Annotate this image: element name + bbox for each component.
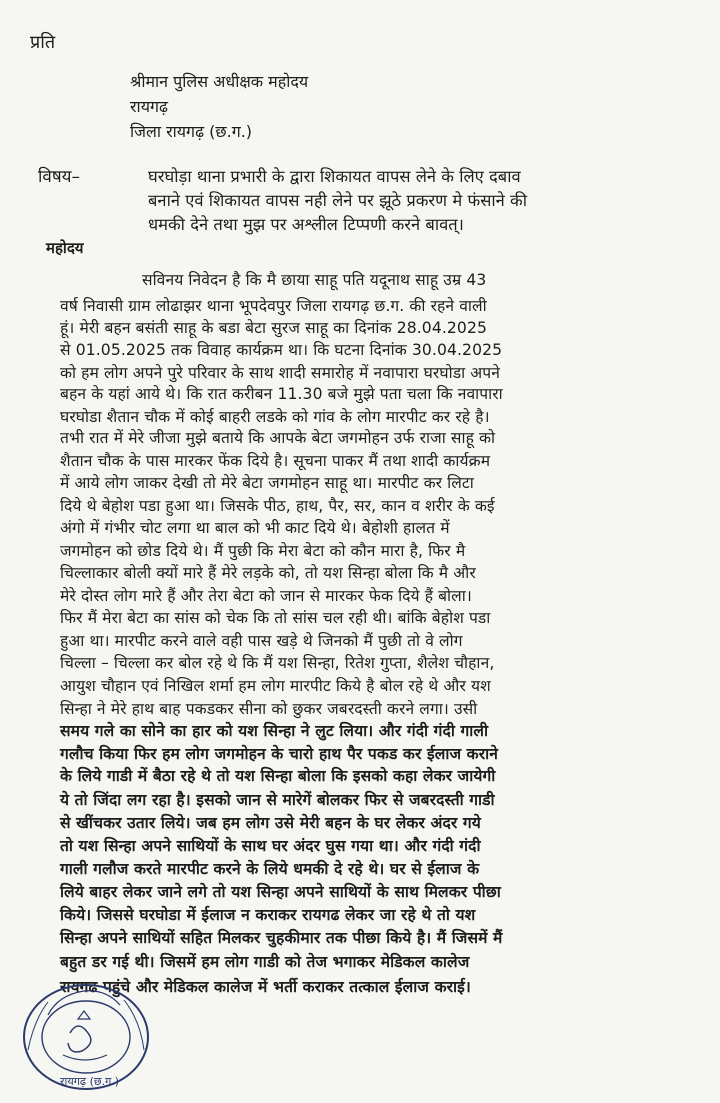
body-line: से खींचकर उतार लिये। जब हम लोग उसे मेरी बहन के घर लेकर अंदर गये: [60, 814, 481, 832]
body-line: चिल्लाकार बोली क्यों मारे हैं मेरे लड़के को, तो यश सिन्हा बोला कि मै और: [60, 564, 476, 582]
body-line: तभी रात में मेरे जीजा मुझे बताये कि आपके बेटा जगमोहन उर्फ राजा साहू को: [60, 429, 496, 447]
body-line: बहुत डर गई थी। जिसमें हम लोग गाडी को तेज भगाकर मेडिकल कालेज: [60, 953, 470, 971]
body-line: सिन्हा अपने साथियों सहित मिलकर चुहकीमार तक पीछा किये है। मैं जिसमें मैं: [60, 929, 503, 947]
body-line: हुआ था। मारपीट करने वाले वही पास खड़े थे जिनको मैं पुछी तो वे लोग: [60, 632, 463, 650]
body-line: किये। जिससे घरघोडा में ईलाज न कराकर रायगढ लेकर जा रहे थे तो यश: [60, 906, 476, 924]
prati-label: प्रति: [30, 32, 56, 53]
body-line: शैतान चौक के पास मारकर फेंक दिये है। सूचना पाकर मैं तथा शादी कार्यक्रम: [60, 452, 491, 470]
subject-line-1: घरघोड़ा थाना प्रभारी के द्वारा शिकायत वापस लेने के लिए दबाव: [148, 167, 521, 186]
body-line: से 01.05.2025 तक विवाह कार्यक्रम था। कि घटना दिनांक 30.04.2025: [60, 341, 503, 359]
body-line: दिये थे बेहोश पडा हुआ था। जिसके पीठ, हाथ, पैर, सर, कान व शरीर के कई: [60, 497, 495, 515]
body-line: समय गले का सोने का हार को यश सिन्हा ने लुट लिया। और गंदी गंदी गाली: [60, 722, 489, 740]
body-line: तो यश सिन्हा अपने साथियों के साथ घर अंदर घुस गया था। और गंदी गंदी: [60, 837, 481, 855]
subject-line-2: बनाने एवं शिकायत वापस नही लेने पर झूठे प्रकरण मे फंसाने की: [148, 191, 527, 210]
body-line: अंगो में गंभीर चोट लगा था बाल को भी काट दिये थे। बेहोशी हालत में: [60, 519, 450, 537]
body-line: सविनय निवेदन है कि मै छाया साहू पति यदूनाथ साहू उम्र 43: [142, 271, 487, 289]
seal-text: रायगढ़ (छ.ग.): [60, 1075, 120, 1088]
body-line: में आये लोग जाकर देखी तो मेरे बेटा जगमोहन साहू था। मारपीट कर लिटा: [60, 474, 474, 492]
body-line: रायगढ पहुंचे और मेडिकल कालेज में भर्ती कराकर तत्काल ईलाज कराई।: [60, 978, 471, 996]
body-line: को हम लोग अपने पुरे परिवार के साथ शादी समारोह में नवापारा घरघोडा अपने: [60, 364, 501, 382]
body-line: वर्ष निवासी ग्राम लोढाझर थाना भूपदेवपुर जिला रायगढ़ छ.ग. की रहने वाली: [60, 297, 487, 315]
body-line: आयुश चौहान एवं निखिल शर्मा हम लोग मारपीट किये है बोल रहे थे और यश: [60, 677, 491, 695]
body-line: मेरे दोस्त लोग मारे हैं और तेरा बेटा को जान से मारकर फेक दिये हैं बोला।: [60, 587, 472, 605]
body-line: ये तो जिंदा लग रहा है। इसको जान से मारेगें बोलकर फिर से जबरदस्ती गाडी: [60, 791, 495, 809]
body-line: जगमोहन को छोड दिये थे। मैं पुछी कि मेरा बेटा को कौन मारा है, फिर मै: [60, 542, 466, 560]
body-line: गाली गलौज करते मारपीट करने के लिये धमकी दे रहे थे। घर से ईलाज के: [60, 860, 480, 878]
subject-line-3: धमकी देने तथा मुझ पर अश्लील टिप्पणी करने बावत्।: [148, 215, 464, 234]
body-line: के लिये गाडी में बैठा रहे थे तो यश सिन्हा बोला कि इसको कहा लेकर जायेगी: [60, 767, 496, 785]
salutation: महोदय: [46, 239, 84, 257]
body-line: गलौच किया फिर हम लोग जगमोहन के चारो हाथ पैर पकड कर ईलाज कराने: [60, 745, 499, 763]
addressee-line-1: श्रीमान पुलिस अधीक्षक महोदय: [130, 72, 309, 91]
body-line: हूं। मेरी बहन बसंती साहू के बडा बेटा सुरज साहू का दिनांक 28.04.2025: [60, 319, 487, 337]
addressee-line-3: जिला रायगढ़ (छ.ग.): [130, 122, 253, 141]
addressee-line-2: रायगढ़: [130, 97, 168, 116]
body-line: घरघोडा शैतान चौक में कोई बाहरी लडके को गांव के लोग मारपीट कर रहे है।: [60, 408, 490, 426]
police-seal-icon: [8, 975, 158, 1100]
body-line: चिल्ला – चिल्ला कर बोल रहे थे कि मैं यश सिन्हा, रितेश गुप्ता, शैलेश चौहान,: [60, 654, 495, 672]
subject-label: विषय–: [38, 167, 81, 187]
body-line: सिन्हा ने मेरे हाथ बाह पकडकर सीना को छुकर जबरदस्ती करने लगा। उसी: [60, 700, 478, 718]
body-line: फिर मैं मेरा बेटा का सांस को चेक कि तो सांस चल रही थी। बांकि बेहोश पडा: [60, 609, 491, 627]
body-line: लिये बाहर लेकर जाने लगे तो यश सिन्हा अपने साथियों के साथ मिलकर पीछा: [60, 883, 501, 901]
body-line: बहन के यहां आये थे। कि रात करीबन 11.30 बजे मुझे पता चला कि नवापारा: [60, 385, 503, 403]
